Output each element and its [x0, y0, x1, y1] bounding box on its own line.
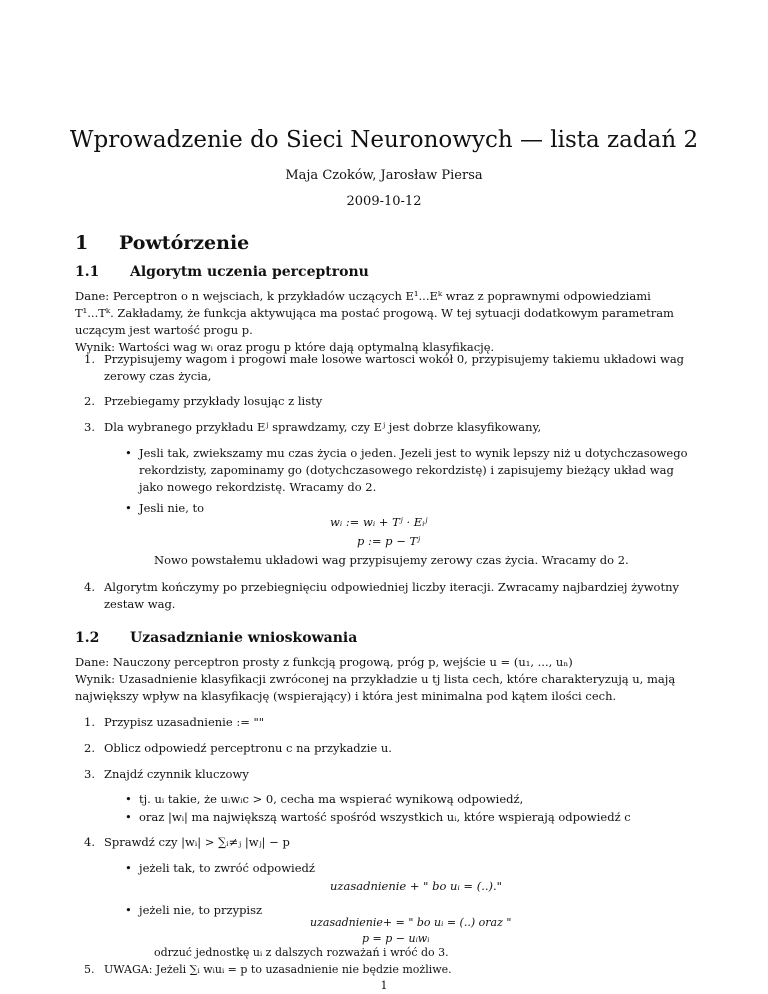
equation-weight-update: wᵢ := wᵢ + Tʲ · Eᵢʲ	[330, 515, 428, 529]
wynik-line: Wynik: Uzasadnienie klasyfikacji zwróconej na przykładzie u tj lista cech, które charakteryzują u, mają	[75, 672, 676, 686]
section-title: Powtórzenie	[119, 232, 250, 254]
authors: Maja Czoków, Jarosław Piersa	[285, 168, 483, 183]
subsection-heading-1-2	[75, 630, 357, 646]
bullet-text: jeżeli tak, to zwróć odpowiedź	[139, 861, 315, 875]
bullet-icon: •	[125, 903, 132, 917]
list-item-text: zestaw wag.	[104, 597, 176, 611]
list-item-text: Znajdź czynnik kluczowy	[104, 767, 249, 781]
list-item-3	[84, 766, 692, 783]
dane-line: Dane: Perceptron o n wejsciach, k przykładów uczących E¹...Eᵏ wraz z poprawnymi odpowiedziami	[75, 289, 651, 303]
dane-line: T¹...Tᵏ. Zakładamy, że funkcja aktywująca ma postać progową. W tej sytuacji dodatkowym parametram	[75, 306, 674, 320]
document-title: Wprowadzenie do Sieci Neuronowych — lista zadań 2	[69, 127, 699, 153]
list-number: 1.	[84, 715, 95, 729]
bullet-item	[125, 809, 692, 826]
section-heading-1	[75, 232, 249, 254]
list-item-3	[84, 419, 692, 436]
list-item-text: Przypisz uzasadnienie := ""	[104, 715, 265, 729]
bullet-icon: •	[125, 792, 132, 806]
list-item-4	[84, 579, 692, 613]
bullet-item	[125, 860, 692, 877]
list-number: 2.	[84, 394, 95, 408]
wynik-line: Wynik: Wartości wag wᵢ oraz progu p które dają optymalną klasyfikację.	[75, 340, 495, 354]
list-item-text: Algorytm kończymy po przebiegnięciu odpowiedniej liczby iteracji. Zwracamy najbardziej żywotny	[104, 580, 679, 594]
bullet-text: tj. uᵢ takie, że uᵢwᵢc > 0, cecha ma wspierać wynikową odpowiedź,	[139, 792, 524, 806]
section-number: 1	[75, 232, 89, 254]
after-equation-text: odrzuć jednostkę uᵢ z dalszych rozważań i wróć do 3.	[154, 946, 449, 959]
list-number: 4.	[84, 580, 95, 594]
subsection-heading-1-1	[75, 264, 369, 280]
bullet-item	[125, 445, 692, 496]
bullet-text: rekordzisty, zapominamy go (dotychczasowego rekordzistę) i zapisujemy bieżący układ wag	[139, 463, 674, 477]
equation-threshold-update: p := p − Tʲ	[357, 534, 421, 548]
dane-line: uczącym jest wartość progu p.	[75, 323, 253, 337]
bullet-icon: •	[125, 501, 132, 515]
bullet-icon: •	[125, 446, 132, 460]
list-item-1	[84, 714, 692, 731]
bullet-text: Jesli nie, to	[139, 501, 205, 515]
list-number: 5.	[84, 963, 95, 976]
dane-line: Dane: Nauczony perceptron prosty z funkcją progową, próg p, wejście u = (u₁, ..., uₙ)	[75, 655, 573, 669]
list-item-text: Dla wybranego przykładu Eʲ sprawdzamy, czy Eʲ jest dobrze klasyfikowany,	[104, 420, 542, 434]
bullet-icon: •	[125, 810, 132, 824]
list-number: 4.	[84, 835, 95, 849]
list-item-text: Przebiegamy przykłady losując z listy	[104, 394, 323, 408]
list-item-1	[84, 351, 692, 385]
list-number: 3.	[84, 420, 95, 434]
list-item-text: UWAGA: Jeżeli ∑ᵢ wᵢuᵢ = p to uzasadnienie nie będzie możliwe.	[104, 963, 452, 976]
equation-threshold: p = p − uᵢwᵢ	[362, 932, 430, 945]
list-item-text: Przypisujemy wagom i progowi małe losowe wartosci wokół 0, przypisujemy takiemu układowi wag	[104, 352, 685, 366]
bullet-text: jeżeli nie, to przypisz	[139, 903, 263, 917]
subsection-title: Uzasadznianie wnioskowania	[130, 630, 358, 646]
bullet-text: jako nowego rekordzistę. Wracamy do 2.	[139, 480, 377, 494]
list-number: 1.	[84, 352, 95, 366]
list-number: 2.	[84, 741, 95, 755]
after-equation-text: Nowo powstałemu układowi wag przypisujemy zerowy czas życia. Wracamy do 2.	[154, 553, 629, 567]
bullet-icon: •	[125, 861, 132, 875]
dane-paragraph	[75, 654, 693, 705]
bullet-text: Jesli tak, zwiekszamy mu czas życia o jeden. Jezeli jest to wynik lepszy niż u dotychczasowego	[139, 446, 688, 460]
list-number: 3.	[84, 767, 95, 781]
page-number: 1	[380, 979, 388, 992]
list-item-2	[84, 393, 692, 410]
list-item-4	[84, 834, 692, 851]
list-item-2	[84, 740, 692, 757]
date: 2009-10-12	[346, 194, 422, 209]
list-item-text: Sprawdź czy |wᵢ| > ∑ᵢ≠ⱼ |wⱼ| − p	[104, 835, 290, 849]
dane-paragraph	[75, 288, 693, 356]
wynik-line: największy wpływ na klasyfikację (wspierający) i która jest minimalna pod kątem ilości cech.	[75, 689, 617, 703]
list-item-text: zerowy czas życia,	[104, 369, 212, 383]
bullet-text: oraz |wᵢ| ma największą wartość spośród wszystkich uᵢ, które wspierają odpowiedź c	[139, 810, 631, 824]
list-item-text: Oblicz odpowiedź perceptronu c na przykadzie u.	[104, 741, 392, 755]
equation-answer: uzasadnienie + " bo uᵢ = (..)."	[330, 879, 502, 893]
subsection-number: 1.1	[75, 264, 100, 280]
list-item-5	[84, 963, 692, 977]
subsection-title: Algorytm uczenia perceptronu	[130, 264, 369, 280]
subsection-number: 1.2	[75, 630, 100, 646]
bullet-item	[125, 791, 692, 808]
equation-append: uzasadnienie+ = " bo uᵢ = (..) oraz "	[310, 916, 512, 929]
